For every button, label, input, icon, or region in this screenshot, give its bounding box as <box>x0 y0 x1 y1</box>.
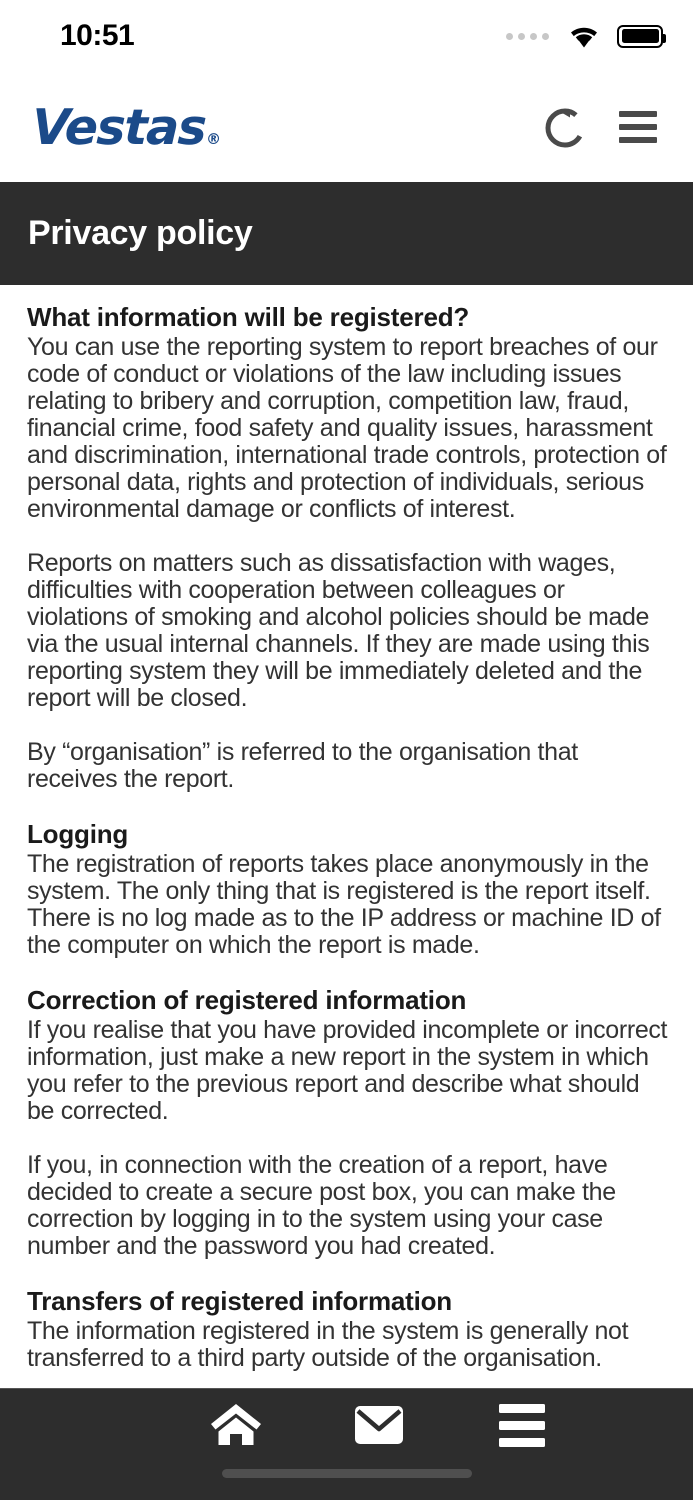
header-actions <box>545 105 657 149</box>
header-menu-button[interactable] <box>619 111 657 143</box>
bottom-nav-home-button[interactable] <box>196 1402 276 1448</box>
registered-trademark-mark: ® <box>205 129 220 148</box>
section-paragraph: If you, in connection with the creation of a report, have decided to create a secure post box, you can make the correction by logging in to the system using your case number and the password you had created. <box>27 1151 616 1261</box>
paragraph-spacer <box>27 536 671 550</box>
home-icon <box>209 1402 263 1448</box>
hamburger-menu-icon <box>499 1404 545 1447</box>
status-bar <box>0 0 693 72</box>
page-title-bar <box>0 182 693 285</box>
vestas-logo-text: Vestas <box>31 98 207 156</box>
section-spacer <box>27 972 671 986</box>
app-header <box>0 72 693 182</box>
section-paragraph: By “organisation” is referred to the organisation that receives the report. <box>27 738 578 794</box>
refresh-icon <box>545 105 585 149</box>
wifi-icon <box>567 24 601 49</box>
section-paragraph: Reports on matters such as dissatisfaction with wages, difficulties with cooperation between colleagues or violations of smoking and alcohol policies should be made via the usual internal channels. If they are made using this reporting system they will be immediately deleted and the report will be closed. <box>27 549 650 713</box>
hamburger-menu-icon <box>619 111 657 143</box>
bottom-navigation-bar <box>0 1388 693 1500</box>
section-correction <box>27 986 671 1260</box>
section-paragraph: You can use the reporting system to report breaches of our code of conduct or violations of the law including issues relating to bribery and corruption, competition law, fraud, financial crime, food safety and quality issues, harassment and discrimination, international trade controls, protection of personal data, rights and protection of individuals, serious environmental damage or conflicts of interest. <box>27 333 667 524</box>
refresh-button[interactable] <box>545 105 585 149</box>
home-indicator-bar[interactable] <box>222 1469 472 1478</box>
section-heading: Transfers of registered information <box>27 1286 452 1317</box>
signal-dots-icon <box>506 33 549 40</box>
page-title: Privacy policy <box>28 214 253 252</box>
section-what-information <box>27 303 671 793</box>
paragraph-spacer <box>27 725 671 739</box>
section-paragraph: The registration of reports takes place anonymously in the system. The only thing that is registered is the report itself. There is no log made as to the IP address or machine ID of the computer on which the report is made. <box>27 850 661 960</box>
section-paragraph: If you realise that you have provided incomplete or incorrect information, just make a new report in the system in which you refer to the previous report and describe what should be corrected. <box>27 1016 668 1126</box>
section-heading: Correction of registered information <box>27 985 467 1016</box>
status-bar-indicators <box>506 24 663 49</box>
bottom-nav-mail-button[interactable] <box>339 1405 419 1445</box>
status-bar-time: 10:51 <box>60 19 135 52</box>
section-spacer <box>27 1273 671 1287</box>
policy-content[interactable] <box>0 285 693 1388</box>
section-heading: What information will be registered? <box>27 302 470 332</box>
vestas-logo <box>31 98 221 156</box>
section-heading: Logging <box>27 819 129 850</box>
envelope-icon <box>354 1405 404 1445</box>
section-spacer <box>27 806 671 820</box>
section-logging <box>27 820 671 959</box>
bottom-nav-items <box>0 1389 693 1451</box>
section-paragraph: The information registered in the system is generally not transferred to a third party outside of the organisation. <box>27 1317 629 1373</box>
paragraph-spacer <box>27 1138 671 1152</box>
bottom-nav-menu-button[interactable] <box>482 1404 562 1447</box>
section-transfers <box>27 1287 671 1372</box>
battery-full-icon <box>617 25 663 48</box>
